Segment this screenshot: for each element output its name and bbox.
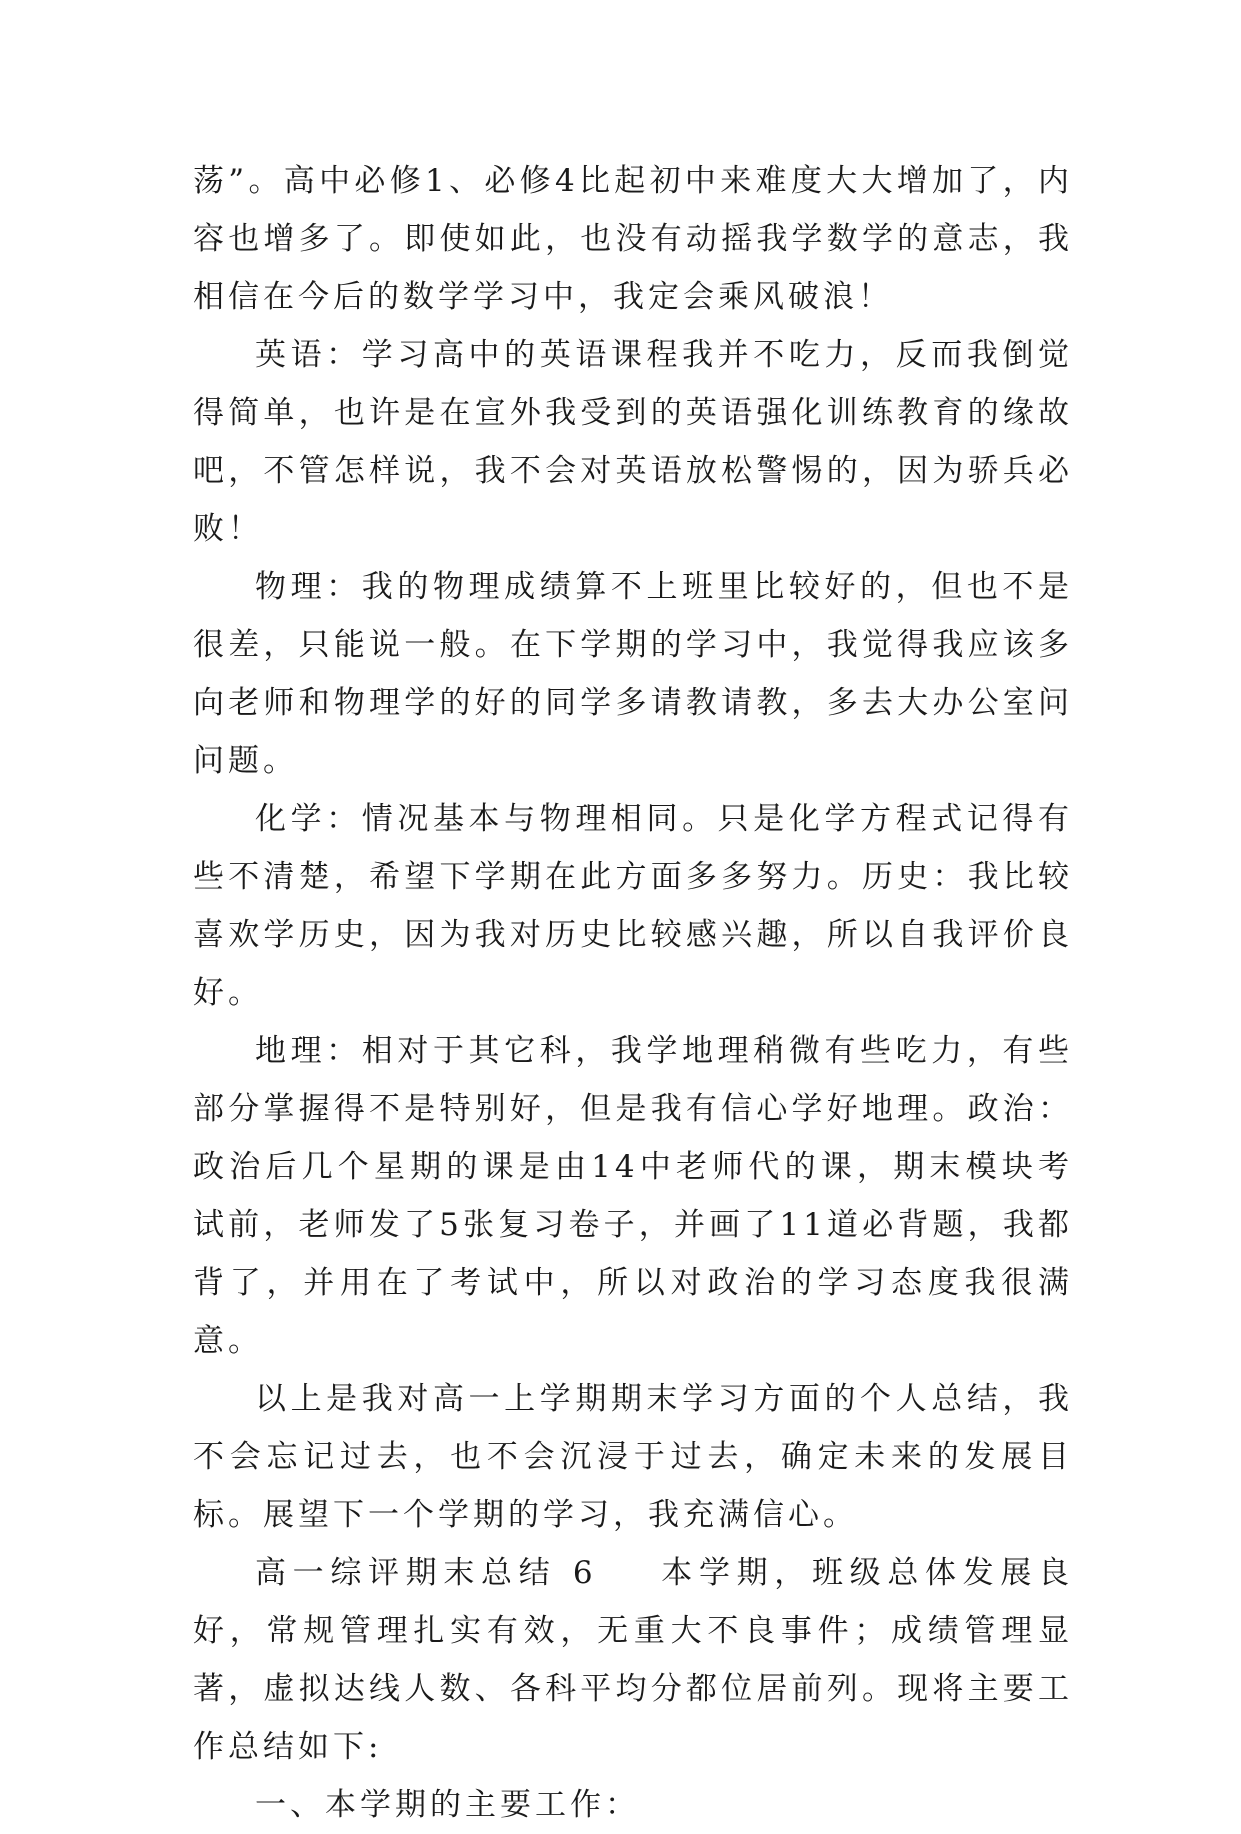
paragraph-physics: 物理：我的物理成绩算不上班里比较好的，但也不是很差，只能说一般。在下学期的学习中，我觉得我应该多向老师和物理学的好的同学多请教请教，多去大办公室问问题。 [193, 569, 1073, 779]
paragraph-summary: 以上是我对高一上学期期末学习方面的个人总结，我不会忘记过去，也不会沉浸于过去，确定未来的发展目标。展望下一个学期的学习，我充满信心。 [193, 1381, 1073, 1533]
paragraph-section-6 [193, 1544, 1073, 1776]
paragraph-english: 英语：学习高中的英语课程我并不吃力，反而我倒觉得简单，也许是在宣外我受到的英语强化训练教育的缘故吧，不管怎样说，我不会对英语放松警惕的，因为骄兵必败！ [193, 337, 1073, 547]
document-body [193, 152, 1073, 1834]
paragraph-chemistry-history: 化学：情况基本与物理相同。只是化学方程式记得有些不清楚，希望下学期在此方面多多努力。历史：我比较喜欢学历史，因为我对历史比较感兴趣，所以自我评价良好。 [193, 801, 1073, 1011]
section-title: 高一综评期末总结 6 [255, 1555, 597, 1591]
section-text: 本学期，班级总体发展良好，常规管理扎实有效，无重大不良事件；成绩管理显著，虚拟达线人数、各科平均分都位居前列。现将主要工作总结如下: [193, 1555, 1074, 1765]
paragraph-geography-politics: 地理：相对于其它科，我学地理稍微有些吃力，有些部分掌握得不是特别好，但是我有信心学好地理。政治：政治后几个星期的课是由14中老师代的课，期末模块考试前，老师发了5张复习卷子，并画了11道必背题，我都背了，并用在了考试中，所以对政治的学习态度我很满意。 [193, 1033, 1073, 1359]
paragraph-main-work-heading: 一、本学期的主要工作： [255, 1787, 640, 1823]
paragraph-math-continued: 荡”。高中必修1、必修4比起初中来难度大大增加了，内容也增多了。即使如此，也没有动摇我学数学的意志，我相信在今后的数学学习中，我定会乘风破浪！ [193, 163, 1073, 315]
